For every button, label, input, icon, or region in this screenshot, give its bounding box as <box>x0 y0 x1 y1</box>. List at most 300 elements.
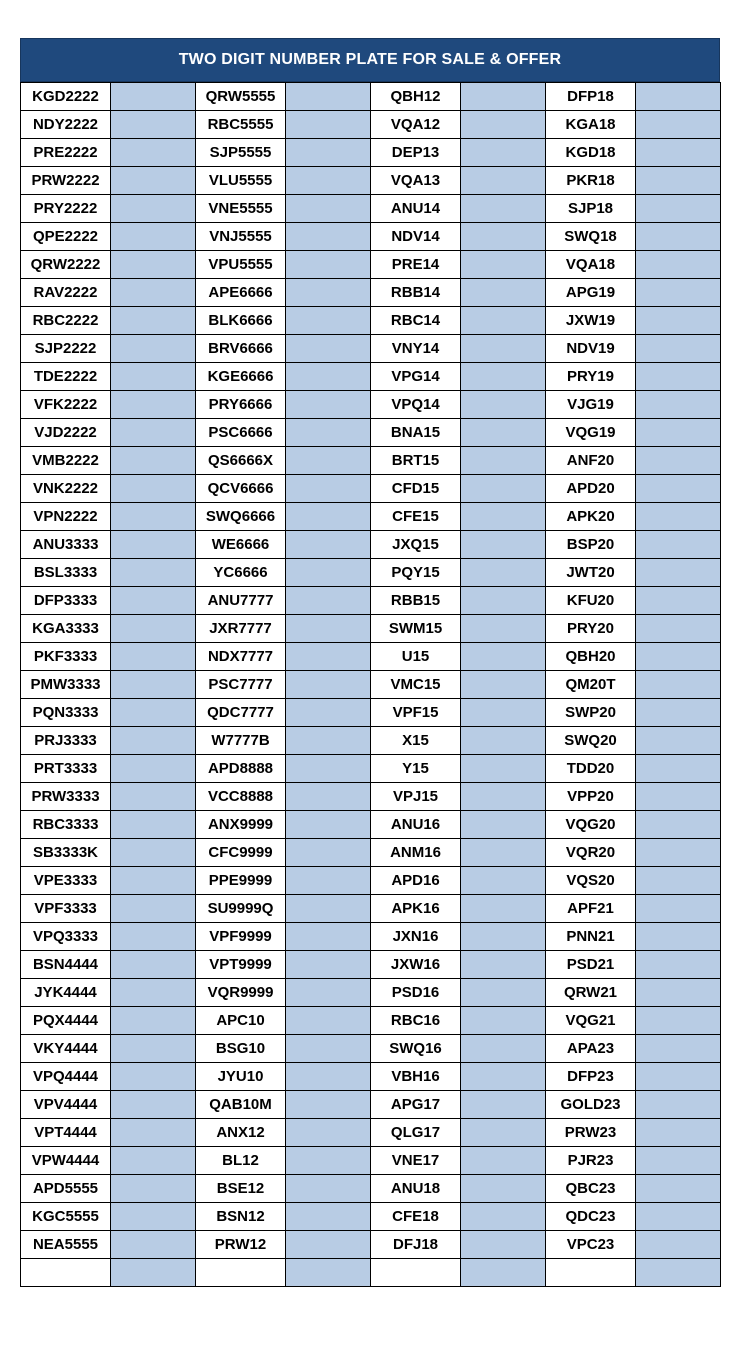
offer-cell[interactable] <box>461 279 546 307</box>
table-row <box>21 1259 721 1287</box>
plate-cell: PRY6666 <box>196 391 286 419</box>
offer-cell[interactable] <box>111 559 196 587</box>
offer-cell[interactable] <box>111 1259 196 1287</box>
plate-cell: YC6666 <box>196 559 286 587</box>
offer-cell[interactable] <box>461 363 546 391</box>
table-row <box>21 139 721 167</box>
table-row <box>21 419 721 447</box>
offer-cell[interactable] <box>111 615 196 643</box>
offer-cell[interactable] <box>636 1231 721 1259</box>
plate-cell: PMW3333 <box>21 671 111 699</box>
offer-cell[interactable] <box>461 1203 546 1231</box>
plate-cell: NEA5555 <box>21 1231 111 1259</box>
offer-cell[interactable] <box>636 531 721 559</box>
plate-cell: KGA18 <box>546 111 636 139</box>
offer-cell[interactable] <box>461 1231 546 1259</box>
offer-cell[interactable] <box>111 951 196 979</box>
offer-cell[interactable] <box>111 1147 196 1175</box>
table-row <box>21 1175 721 1203</box>
offer-cell[interactable] <box>461 951 546 979</box>
offer-cell[interactable] <box>636 307 721 335</box>
offer-cell[interactable] <box>636 923 721 951</box>
offer-cell[interactable] <box>461 1035 546 1063</box>
plate-cell: VQG20 <box>546 811 636 839</box>
plate-cell: RBC3333 <box>21 811 111 839</box>
offer-cell[interactable] <box>286 755 371 783</box>
plate-cell: U15 <box>371 643 461 671</box>
offer-cell[interactable] <box>286 699 371 727</box>
offer-cell[interactable] <box>461 111 546 139</box>
offer-cell[interactable] <box>636 755 721 783</box>
offer-cell[interactable] <box>636 615 721 643</box>
table-row <box>21 923 721 951</box>
plate-cell: JXW19 <box>546 307 636 335</box>
offer-cell[interactable] <box>286 1175 371 1203</box>
plate-cell: JYU10 <box>196 1063 286 1091</box>
offer-cell[interactable] <box>111 895 196 923</box>
plate-cell: TDE2222 <box>21 363 111 391</box>
plate-cell: KGA3333 <box>21 615 111 643</box>
plate-cell: PQN3333 <box>21 699 111 727</box>
offer-cell[interactable] <box>111 167 196 195</box>
table-row <box>21 1091 721 1119</box>
offer-cell[interactable] <box>286 615 371 643</box>
offer-cell[interactable] <box>636 783 721 811</box>
offer-cell[interactable] <box>636 111 721 139</box>
table-row <box>21 811 721 839</box>
offer-cell[interactable] <box>461 419 546 447</box>
offer-cell[interactable] <box>286 531 371 559</box>
offer-cell[interactable] <box>286 279 371 307</box>
offer-cell[interactable] <box>111 363 196 391</box>
table-row <box>21 979 721 1007</box>
offer-cell[interactable] <box>636 671 721 699</box>
offer-cell[interactable] <box>286 1147 371 1175</box>
plate-cell: VNE5555 <box>196 195 286 223</box>
plate-cell: DEP13 <box>371 139 461 167</box>
table-row <box>21 895 721 923</box>
plate-cell: SJP5555 <box>196 139 286 167</box>
offer-cell[interactable] <box>461 223 546 251</box>
offer-cell[interactable] <box>636 167 721 195</box>
offer-cell[interactable] <box>111 391 196 419</box>
offer-cell[interactable] <box>286 895 371 923</box>
plate-cell: TDD20 <box>546 755 636 783</box>
plate-cell: BLK6666 <box>196 307 286 335</box>
offer-cell[interactable] <box>636 335 721 363</box>
offer-cell[interactable] <box>111 643 196 671</box>
offer-cell[interactable] <box>111 447 196 475</box>
plate-cell: VPQ14 <box>371 391 461 419</box>
plate-cell: DFP3333 <box>21 587 111 615</box>
table-row <box>21 727 721 755</box>
plate-cell: SWQ16 <box>371 1035 461 1063</box>
plate-cell: JWT20 <box>546 559 636 587</box>
offer-cell[interactable] <box>286 167 371 195</box>
offer-cell[interactable] <box>111 1063 196 1091</box>
offer-cell[interactable] <box>286 671 371 699</box>
plate-cell: VPT9999 <box>196 951 286 979</box>
plate-cell: ANM16 <box>371 839 461 867</box>
plate-cell: ANU7777 <box>196 587 286 615</box>
plate-cell: QDC7777 <box>196 699 286 727</box>
offer-cell[interactable] <box>461 839 546 867</box>
offer-cell[interactable] <box>461 979 546 1007</box>
table-row <box>21 223 721 251</box>
offer-cell[interactable] <box>636 195 721 223</box>
offer-cell[interactable] <box>461 251 546 279</box>
offer-cell[interactable] <box>636 951 721 979</box>
offer-cell[interactable] <box>461 195 546 223</box>
offer-cell[interactable] <box>636 727 721 755</box>
plate-cell: APE6666 <box>196 279 286 307</box>
offer-cell[interactable] <box>286 475 371 503</box>
offer-cell[interactable] <box>111 279 196 307</box>
plate-cell: VPW4444 <box>21 1147 111 1175</box>
offer-cell[interactable] <box>111 671 196 699</box>
plate-cell: ANU14 <box>371 195 461 223</box>
plate-cell: VPN2222 <box>21 503 111 531</box>
table-row <box>21 83 721 111</box>
offer-cell[interactable] <box>636 587 721 615</box>
plate-cell: QBC23 <box>546 1175 636 1203</box>
plate-cell: X15 <box>371 727 461 755</box>
plate-cell: APF21 <box>546 895 636 923</box>
plate-cell: APK16 <box>371 895 461 923</box>
plate-cell: ANU16 <box>371 811 461 839</box>
plate-cell: APD5555 <box>21 1175 111 1203</box>
offer-cell[interactable] <box>286 727 371 755</box>
offer-cell[interactable] <box>461 1147 546 1175</box>
offer-cell[interactable] <box>636 839 721 867</box>
plate-cell: VPF3333 <box>21 895 111 923</box>
offer-cell[interactable] <box>111 727 196 755</box>
plate-cell: QDC23 <box>546 1203 636 1231</box>
offer-cell[interactable] <box>286 1063 371 1091</box>
plate-cell: BSE12 <box>196 1175 286 1203</box>
offer-cell[interactable] <box>111 111 196 139</box>
offer-cell[interactable] <box>636 363 721 391</box>
table-row <box>21 111 721 139</box>
offer-cell[interactable] <box>461 307 546 335</box>
plate-cell: PKR18 <box>546 167 636 195</box>
offer-cell[interactable] <box>636 1259 721 1287</box>
table-row <box>21 783 721 811</box>
offer-cell[interactable] <box>111 699 196 727</box>
table-row <box>21 559 721 587</box>
plate-cell: VPQ3333 <box>21 923 111 951</box>
offer-cell[interactable] <box>286 951 371 979</box>
offer-cell[interactable] <box>461 727 546 755</box>
offer-cell[interactable] <box>461 559 546 587</box>
offer-cell[interactable] <box>636 139 721 167</box>
plate-cell: JYK4444 <box>21 979 111 1007</box>
offer-cell[interactable] <box>636 1063 721 1091</box>
offer-cell[interactable] <box>111 923 196 951</box>
offer-cell[interactable] <box>111 139 196 167</box>
offer-cell[interactable] <box>461 503 546 531</box>
offer-cell[interactable] <box>636 559 721 587</box>
offer-cell[interactable] <box>636 447 721 475</box>
offer-cell[interactable] <box>461 755 546 783</box>
offer-cell[interactable] <box>111 223 196 251</box>
offer-cell[interactable] <box>111 1091 196 1119</box>
offer-cell[interactable] <box>461 923 546 951</box>
plate-cell: VPF9999 <box>196 923 286 951</box>
offer-cell[interactable] <box>461 1259 546 1287</box>
plate-cell: PSC7777 <box>196 671 286 699</box>
offer-cell[interactable] <box>461 615 546 643</box>
plate-cell <box>21 1259 111 1287</box>
plate-cell: VPU5555 <box>196 251 286 279</box>
plate-sheet <box>20 38 720 1287</box>
plate-cell: BRT15 <box>371 447 461 475</box>
plate-cell: NDV19 <box>546 335 636 363</box>
offer-cell[interactable] <box>286 111 371 139</box>
offer-cell[interactable] <box>111 475 196 503</box>
plate-cell: PSC6666 <box>196 419 286 447</box>
offer-cell[interactable] <box>286 1259 371 1287</box>
offer-cell[interactable] <box>636 475 721 503</box>
offer-cell[interactable] <box>286 139 371 167</box>
plate-cell: QPE2222 <box>21 223 111 251</box>
table-row <box>21 951 721 979</box>
plate-cell: PRT3333 <box>21 755 111 783</box>
plate-cell: QM20T <box>546 671 636 699</box>
offer-cell[interactable] <box>286 223 371 251</box>
offer-cell[interactable] <box>636 1091 721 1119</box>
offer-cell[interactable] <box>461 139 546 167</box>
plate-cell: PJR23 <box>546 1147 636 1175</box>
table-row <box>21 167 721 195</box>
offer-cell[interactable] <box>286 811 371 839</box>
table-row <box>21 643 721 671</box>
plate-cell: VQR9999 <box>196 979 286 1007</box>
plate-cell: DFP18 <box>546 83 636 111</box>
plate-cell: DFP23 <box>546 1063 636 1091</box>
table-row <box>21 1203 721 1231</box>
offer-cell[interactable] <box>636 811 721 839</box>
plate-cell: VPT4444 <box>21 1119 111 1147</box>
offer-cell[interactable] <box>111 1007 196 1035</box>
offer-cell[interactable] <box>111 83 196 111</box>
plate-cell: VPP20 <box>546 783 636 811</box>
offer-cell[interactable] <box>111 1119 196 1147</box>
offer-cell[interactable] <box>286 1091 371 1119</box>
offer-cell[interactable] <box>461 895 546 923</box>
plate-cell: ANU18 <box>371 1175 461 1203</box>
plate-cell <box>371 1259 461 1287</box>
offer-cell[interactable] <box>111 531 196 559</box>
plate-cell: GOLD23 <box>546 1091 636 1119</box>
table-row <box>21 1231 721 1259</box>
offer-cell[interactable] <box>286 923 371 951</box>
plate-cell: QLG17 <box>371 1119 461 1147</box>
offer-cell[interactable] <box>636 83 721 111</box>
offer-cell[interactable] <box>111 867 196 895</box>
offer-cell[interactable] <box>461 587 546 615</box>
plate-cell: QS6666X <box>196 447 286 475</box>
offer-cell[interactable] <box>286 335 371 363</box>
plate-cell: VPC23 <box>546 1231 636 1259</box>
offer-cell[interactable] <box>636 1035 721 1063</box>
plate-cell: PRJ3333 <box>21 727 111 755</box>
plate-cell: PSD21 <box>546 951 636 979</box>
offer-cell[interactable] <box>461 531 546 559</box>
plate-cell: VNE17 <box>371 1147 461 1175</box>
plate-cell: VQG19 <box>546 419 636 447</box>
offer-cell[interactable] <box>286 587 371 615</box>
offer-cell[interactable] <box>636 867 721 895</box>
plate-cell: SJP2222 <box>21 335 111 363</box>
offer-cell[interactable] <box>286 1007 371 1035</box>
offer-cell[interactable] <box>636 391 721 419</box>
offer-cell[interactable] <box>286 363 371 391</box>
offer-cell[interactable] <box>286 979 371 1007</box>
offer-cell[interactable] <box>111 979 196 1007</box>
plate-cell: VCC8888 <box>196 783 286 811</box>
offer-cell[interactable] <box>286 643 371 671</box>
plate-cell: KGD2222 <box>21 83 111 111</box>
offer-cell[interactable] <box>636 223 721 251</box>
offer-cell[interactable] <box>286 1035 371 1063</box>
plate-cell: KGC5555 <box>21 1203 111 1231</box>
offer-cell[interactable] <box>286 83 371 111</box>
offer-cell[interactable] <box>111 1175 196 1203</box>
offer-cell[interactable] <box>286 391 371 419</box>
offer-cell[interactable] <box>461 1063 546 1091</box>
offer-cell[interactable] <box>461 1007 546 1035</box>
plate-cell: PRY2222 <box>21 195 111 223</box>
offer-cell[interactable] <box>636 699 721 727</box>
offer-cell[interactable] <box>461 391 546 419</box>
plate-cell: QBH12 <box>371 83 461 111</box>
plate-cell: QRW21 <box>546 979 636 1007</box>
offer-cell[interactable] <box>111 503 196 531</box>
offer-cell[interactable] <box>636 979 721 1007</box>
offer-cell[interactable] <box>636 503 721 531</box>
offer-cell[interactable] <box>636 643 721 671</box>
offer-cell[interactable] <box>461 643 546 671</box>
plate-cell: APG17 <box>371 1091 461 1119</box>
offer-cell[interactable] <box>286 867 371 895</box>
table-row <box>21 699 721 727</box>
plate-cell: VPQ4444 <box>21 1063 111 1091</box>
plate-cell: VMC15 <box>371 671 461 699</box>
offer-cell[interactable] <box>286 503 371 531</box>
plate-cell: PQY15 <box>371 559 461 587</box>
offer-cell[interactable] <box>461 699 546 727</box>
table-row <box>21 1007 721 1035</box>
offer-cell[interactable] <box>636 279 721 307</box>
offer-cell[interactable] <box>111 587 196 615</box>
table-row <box>21 1035 721 1063</box>
offer-cell[interactable] <box>461 447 546 475</box>
plate-cell: BL12 <box>196 1147 286 1175</box>
offer-cell[interactable] <box>461 811 546 839</box>
offer-cell[interactable] <box>111 1035 196 1063</box>
offer-cell[interactable] <box>636 1007 721 1035</box>
offer-cell[interactable] <box>111 251 196 279</box>
offer-cell[interactable] <box>286 839 371 867</box>
offer-cell[interactable] <box>636 1203 721 1231</box>
offer-cell[interactable] <box>461 867 546 895</box>
offer-cell[interactable] <box>111 811 196 839</box>
offer-cell[interactable] <box>636 419 721 447</box>
offer-cell[interactable] <box>461 783 546 811</box>
offer-cell[interactable] <box>286 559 371 587</box>
plate-cell: VKY4444 <box>21 1035 111 1063</box>
offer-cell[interactable] <box>636 1147 721 1175</box>
plate-cell: QRW2222 <box>21 251 111 279</box>
offer-cell[interactable] <box>286 783 371 811</box>
plate-cell: ANF20 <box>546 447 636 475</box>
offer-cell[interactable] <box>111 1231 196 1259</box>
offer-cell[interactable] <box>286 447 371 475</box>
offer-cell[interactable] <box>111 755 196 783</box>
offer-cell[interactable] <box>461 335 546 363</box>
offer-cell[interactable] <box>461 1175 546 1203</box>
offer-cell[interactable] <box>636 895 721 923</box>
offer-cell[interactable] <box>111 783 196 811</box>
plate-cell: QRW5555 <box>196 83 286 111</box>
plate-cell: VQS20 <box>546 867 636 895</box>
table-row <box>21 1063 721 1091</box>
offer-cell[interactable] <box>111 195 196 223</box>
offer-cell[interactable] <box>461 475 546 503</box>
offer-cell[interactable] <box>286 195 371 223</box>
plate-cell: PRE14 <box>371 251 461 279</box>
table-row <box>21 1147 721 1175</box>
plate-cell: JXN16 <box>371 923 461 951</box>
offer-cell[interactable] <box>286 1203 371 1231</box>
plate-cell: VQA13 <box>371 167 461 195</box>
offer-cell[interactable] <box>286 419 371 447</box>
table-row <box>21 363 721 391</box>
offer-cell[interactable] <box>111 307 196 335</box>
offer-cell[interactable] <box>286 307 371 335</box>
plate-cell: VJD2222 <box>21 419 111 447</box>
plate-cell: VJG19 <box>546 391 636 419</box>
plate-cell: JXQ15 <box>371 531 461 559</box>
plate-cell: PQX4444 <box>21 1007 111 1035</box>
plate-cell: RBB15 <box>371 587 461 615</box>
offer-cell[interactable] <box>461 671 546 699</box>
offer-cell[interactable] <box>111 1203 196 1231</box>
plate-cell: VBH16 <box>371 1063 461 1091</box>
offer-cell[interactable] <box>461 1119 546 1147</box>
offer-cell[interactable] <box>461 83 546 111</box>
offer-cell[interactable] <box>636 251 721 279</box>
offer-cell[interactable] <box>111 419 196 447</box>
plate-cell: VPE3333 <box>21 867 111 895</box>
offer-cell[interactable] <box>286 1119 371 1147</box>
plate-cell: KGE6666 <box>196 363 286 391</box>
offer-cell[interactable] <box>636 1175 721 1203</box>
offer-cell[interactable] <box>636 1119 721 1147</box>
offer-cell[interactable] <box>111 335 196 363</box>
plate-cell: BSP20 <box>546 531 636 559</box>
offer-cell[interactable] <box>111 839 196 867</box>
offer-cell[interactable] <box>461 1091 546 1119</box>
offer-cell[interactable] <box>286 1231 371 1259</box>
plate-cell: VPV4444 <box>21 1091 111 1119</box>
plate-cell: ANU3333 <box>21 531 111 559</box>
plate-cell: PRW23 <box>546 1119 636 1147</box>
offer-cell[interactable] <box>286 251 371 279</box>
offer-cell[interactable] <box>461 167 546 195</box>
table-row <box>21 839 721 867</box>
